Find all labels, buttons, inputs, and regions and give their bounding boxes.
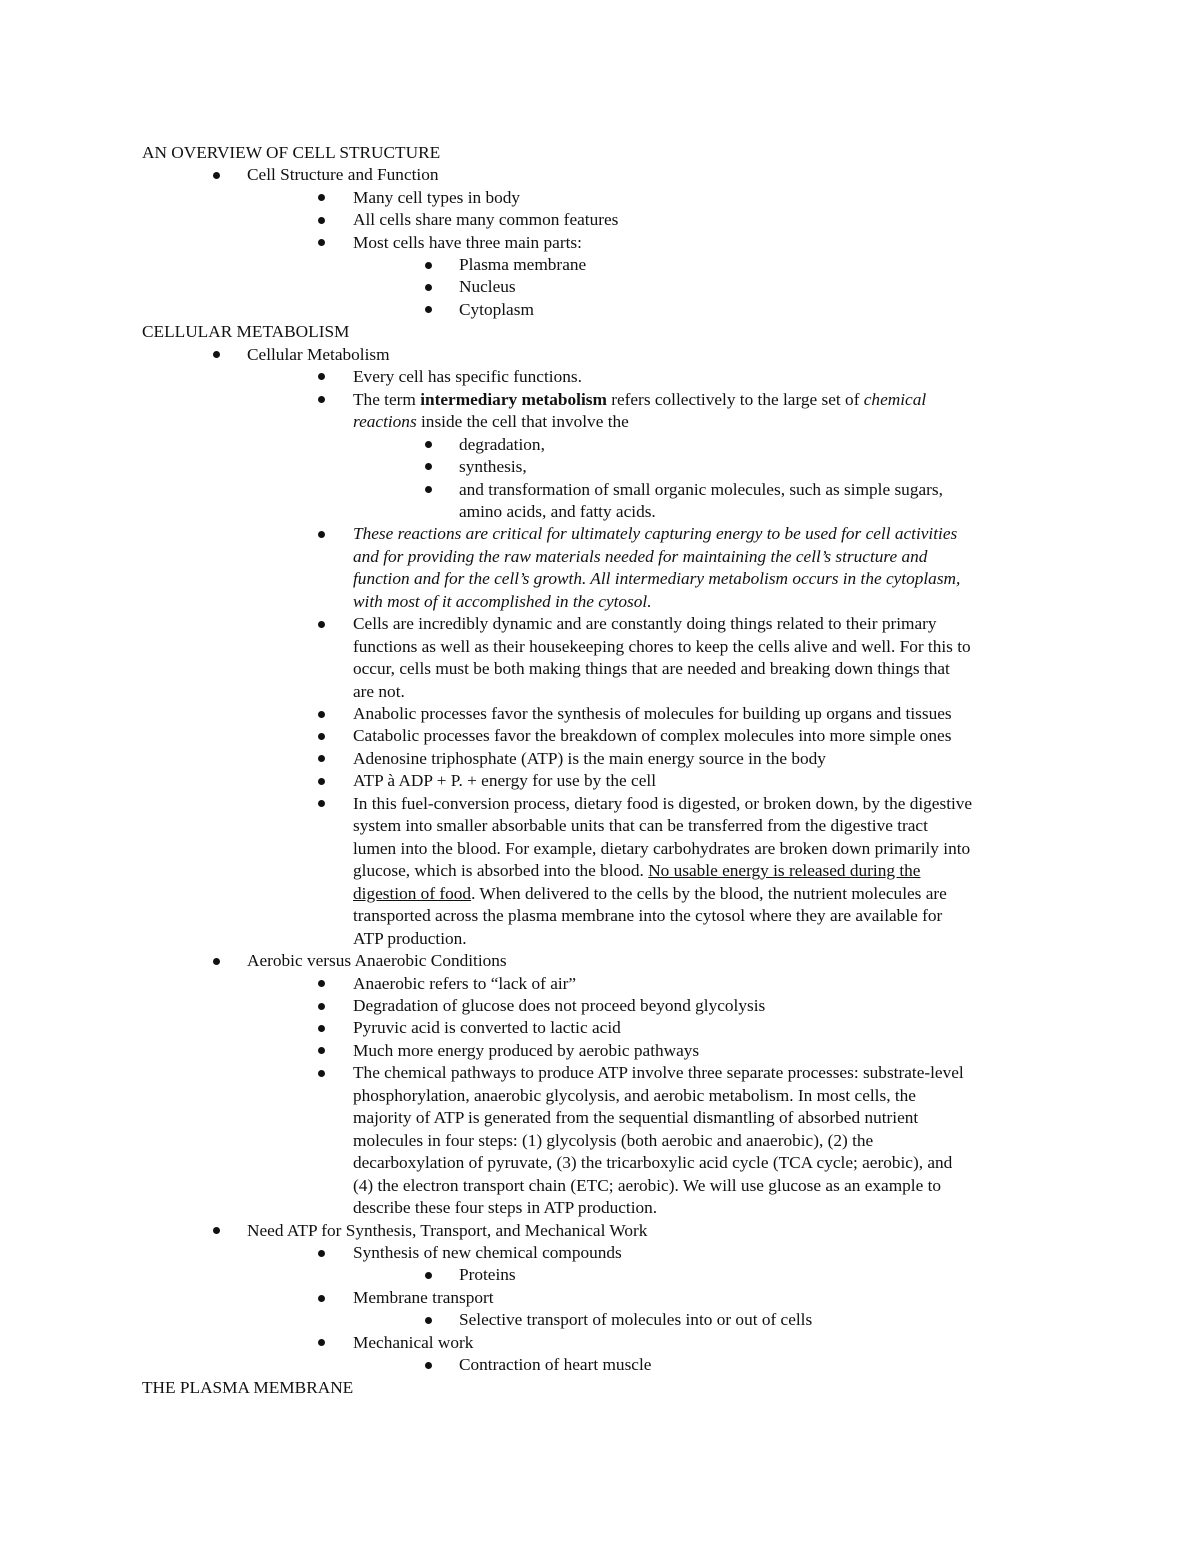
list-item: Every cell has specific functions.	[353, 367, 582, 386]
dynamic-cells-text: occur, cells must be both making things that are needed and breaking down things that	[353, 659, 950, 678]
bullet-icon	[213, 351, 220, 358]
bullet-icon	[425, 262, 432, 269]
list-item: Degradation of glucose does not proceed beyond glycolysis	[353, 996, 766, 1015]
list-item: Cellular Metabolism	[247, 345, 390, 364]
bullet-icon	[318, 1003, 325, 1010]
heading-cell-structure: AN OVERVIEW OF CELL STRUCTURE	[142, 143, 441, 162]
critical-reactions-text: function and for the cell’s growth. All intermediary metabolism occurs in the cytoplasm,	[353, 569, 961, 588]
bullet-icon	[318, 396, 325, 403]
list-item: Proteins	[459, 1265, 516, 1284]
fuel-conversion-text: In this fuel-conversion process, dietary food is digested, or broken down, by the digestive	[353, 794, 973, 813]
bullet-icon	[318, 711, 325, 718]
bullet-icon	[425, 441, 432, 448]
fuel-conversion-text: system into smaller absorbable units that can be transferred from the digestive tract	[353, 816, 928, 835]
bullet-icon	[213, 958, 220, 965]
intermediary-metabolism-text-cont: reactions inside the cell that involve the	[353, 412, 629, 431]
list-item: Many cell types in body	[353, 188, 521, 207]
bullet-icon	[425, 306, 432, 313]
bullet-icon	[425, 1317, 432, 1324]
bullet-icon	[318, 194, 325, 201]
bullet-icon	[318, 755, 325, 762]
fuel-conversion-text: lumen into the blood. For example, dietary carbohydrates are broken down primarily into	[353, 839, 971, 858]
bullet-icon	[318, 733, 325, 740]
list-item: Mechanical work	[353, 1333, 474, 1352]
dynamic-cells-text: are not.	[353, 682, 405, 701]
list-item: degradation,	[459, 435, 545, 454]
list-item: Cytoplasm	[459, 300, 534, 319]
bullet-icon	[213, 1227, 220, 1234]
list-item: Need ATP for Synthesis, Transport, and Mechanical Work	[247, 1221, 648, 1240]
list-item: Nucleus	[459, 277, 516, 296]
bullet-icon	[318, 531, 325, 538]
chemical-pathways-text: molecules in four steps: (1) glycolysis (both aerobic and anaerobic), (2) the	[353, 1131, 874, 1150]
list-item: All cells share many common features	[353, 210, 619, 229]
list-item: Contraction of heart muscle	[459, 1355, 652, 1374]
bullet-icon	[318, 239, 325, 246]
bullet-icon	[318, 1025, 325, 1032]
fuel-conversion-text: digestion of food. When delivered to the cells by the blood, the nutrient molecules are	[353, 884, 947, 903]
list-item: Aerobic versus Anaerobic Conditions	[247, 951, 507, 970]
list-item: Cell Structure and Function	[247, 165, 439, 184]
list-item: Plasma membrane	[459, 255, 587, 274]
list-item: Most cells have three main parts:	[353, 233, 582, 252]
list-item: Synthesis of new chemical compounds	[353, 1243, 622, 1262]
bullet-icon	[318, 373, 325, 380]
list-item-cont: amino acids, and fatty acids.	[459, 502, 656, 521]
bullet-icon	[213, 172, 220, 179]
chemical-pathways-text: decarboxylation of pyruvate, (3) the tricarboxylic acid cycle (TCA cycle; aerobic), and	[353, 1153, 953, 1172]
list-item: Pyruvic acid is converted to lactic acid	[353, 1018, 621, 1037]
fuel-conversion-text: transported across the plasma membrane into the cytosol where they are available for	[353, 906, 943, 925]
bullet-icon	[318, 800, 325, 807]
bullet-icon	[318, 1339, 325, 1346]
list-item: ATP à ADP + P. + energy for use by the cell	[353, 771, 656, 790]
fuel-conversion-text: glucose, which is absorbed into the blood. No usable energy is released during the	[353, 861, 921, 880]
bullet-icon	[318, 778, 325, 785]
bullet-icon	[425, 1362, 432, 1369]
bullet-icon	[318, 1070, 325, 1077]
list-item: Membrane transport	[353, 1288, 494, 1307]
list-item: Much more energy produced by aerobic pathways	[353, 1041, 700, 1060]
list-item: Catabolic processes favor the breakdown of complex molecules into more simple ones	[353, 726, 952, 745]
chemical-pathways-text: The chemical pathways to produce ATP involve three separate processes: substrate-level	[353, 1063, 964, 1082]
chemical-pathways-text: describe these four steps in ATP production.	[353, 1198, 658, 1217]
fuel-conversion-text: ATP production.	[353, 929, 467, 948]
bullet-icon	[318, 1250, 325, 1257]
bullet-icon	[318, 621, 325, 628]
dynamic-cells-text: Cells are incredibly dynamic and are constantly doing things related to their primary	[353, 614, 937, 633]
critical-reactions-text: These reactions are critical for ultimately capturing energy to be used for cell activities	[353, 524, 958, 543]
list-item: and transformation of small organic molecules, such as simple sugars,	[459, 480, 943, 499]
bullet-icon	[425, 284, 432, 291]
chemical-pathways-text: majority of ATP is generated from the sequential dismantling of absorbed nutrient	[353, 1108, 919, 1127]
dynamic-cells-text: functions as well as their housekeeping chores to keep the cells alive and well. For this to	[353, 637, 971, 656]
chemical-pathways-text: phosphorylation, anaerobic glycolysis, and aerobic metabolism. In most cells, the	[353, 1086, 916, 1105]
heading-cellular-metabolism: CELLULAR METABOLISM	[142, 322, 350, 341]
bullet-icon	[318, 217, 325, 224]
bullet-icon	[425, 1272, 432, 1279]
bullet-icon	[425, 486, 432, 493]
heading-plasma-membrane: THE PLASMA MEMBRANE	[142, 1378, 354, 1397]
critical-reactions-text: with most of it accomplished in the cytosol.	[353, 592, 652, 611]
list-item: synthesis,	[459, 457, 527, 476]
list-item: Anabolic processes favor the synthesis of molecules for building up organs and tissues	[353, 704, 952, 723]
list-item: Adenosine triphosphate (ATP) is the main energy source in the body	[353, 749, 826, 768]
bullet-icon	[318, 1047, 325, 1054]
chemical-pathways-text: (4) the electron transport chain (ETC; aerobic). We will use glucose as an example to	[353, 1176, 942, 1195]
bullet-icon	[318, 980, 325, 987]
list-item: Selective transport of molecules into or out of cells	[459, 1310, 813, 1329]
critical-reactions-text: and for providing the raw materials needed for maintaining the cell’s structure and	[353, 547, 928, 566]
list-item: Anaerobic refers to “lack of air”	[353, 974, 577, 993]
intermediary-metabolism-text: The term intermediary metabolism refers collectively to the large set of chemical	[353, 390, 927, 409]
bullet-icon	[318, 1295, 325, 1302]
bullet-icon	[425, 463, 432, 470]
